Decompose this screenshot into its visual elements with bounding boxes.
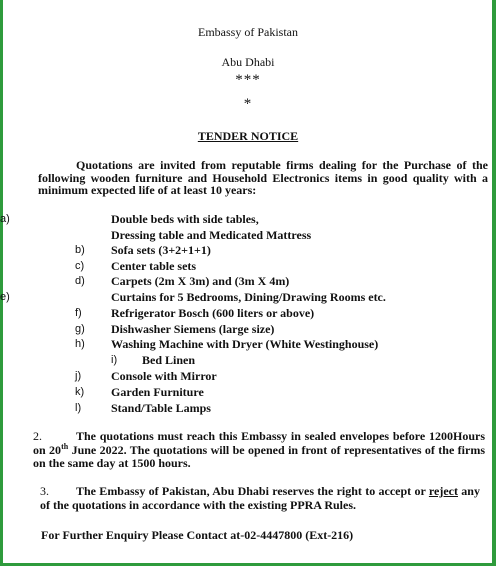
intro-paragraph: Quotations are invited from reputable firms dealing for the Purchase of the following wooden furniture and Household Electronics items in good quality with a minimum expected life of at least 10 years: [38, 158, 488, 197]
marker-h: h) [75, 338, 85, 350]
marker-a: a) [0, 213, 10, 225]
marker-g: g) [75, 323, 85, 335]
bottom-green-border [0, 563, 496, 566]
marker-f: f) [75, 307, 82, 319]
paragraph-3-text-a: The Embassy of Pakistan, Abu Dhabi reserves the right to accept or [76, 484, 429, 498]
marker-c: c) [75, 260, 85, 272]
item-k: Garden Furniture [111, 385, 204, 399]
paragraph-2 [33, 430, 485, 471]
item-c: Center table sets [111, 259, 197, 273]
paragraph-2-text-b: June 2022. The quotations will be opened in front of representatives of the firms on the same day at 1500 hours. [33, 442, 485, 470]
paragraph-2-text-a: The quotations must reach this Embassy in sealed envelopes before 1200Hours on 20 [33, 429, 485, 457]
marker-e: e) [0, 291, 10, 303]
item-b: Sofa sets (3+2+1+1) [111, 243, 211, 257]
marker-b: b) [75, 244, 85, 256]
item-a-line2: Dressing table and Medicated Mattress [111, 228, 312, 242]
item-i: Bed Linen [142, 353, 196, 367]
marker-k: k) [75, 386, 85, 398]
paragraph-3-text-b: any of the quotations in accordance with the existing PPRA Rules. [40, 484, 480, 512]
item-a-line1: Double beds with side tables, [111, 212, 259, 226]
marker-j: j) [75, 370, 82, 382]
contact-line: For Further Enquiry Please Contact at-02-4447800 (Ext-216) [41, 528, 354, 542]
embassy-name: Embassy of Pakistan [198, 25, 298, 39]
item-l: Stand/Table Lamps [111, 401, 211, 415]
paragraph-2-number: 2. [33, 429, 42, 443]
paragraph-3-number: 3. [40, 484, 49, 498]
marker-l: l) [75, 402, 82, 414]
item-g: Dishwasher Siemens (large size) [111, 322, 275, 336]
notice-title: TENDER NOTICE [197, 129, 299, 143]
marker-d: d) [75, 275, 85, 287]
marker-i: i) [111, 354, 118, 366]
single-star: * [243, 96, 253, 112]
paragraph-3 [40, 485, 480, 512]
item-e: Curtains for 5 Bedrooms, Dining/Drawing Rooms etc. [111, 290, 386, 304]
item-d: Carpets (2m X 3m) and (3m X 4m) [111, 274, 290, 288]
city-name: Abu Dhabi [221, 55, 275, 69]
item-j: Console with Mirror [111, 369, 217, 383]
item-h: Washing Machine with Dryer (White Westinghouse) [111, 337, 379, 351]
paragraph-2-superscript: th [61, 441, 69, 451]
stars-divider: *** [235, 72, 261, 88]
paragraph-3-reject: reject [428, 484, 458, 498]
item-f: Refrigerator Bosch (600 liters or above) [111, 306, 315, 320]
